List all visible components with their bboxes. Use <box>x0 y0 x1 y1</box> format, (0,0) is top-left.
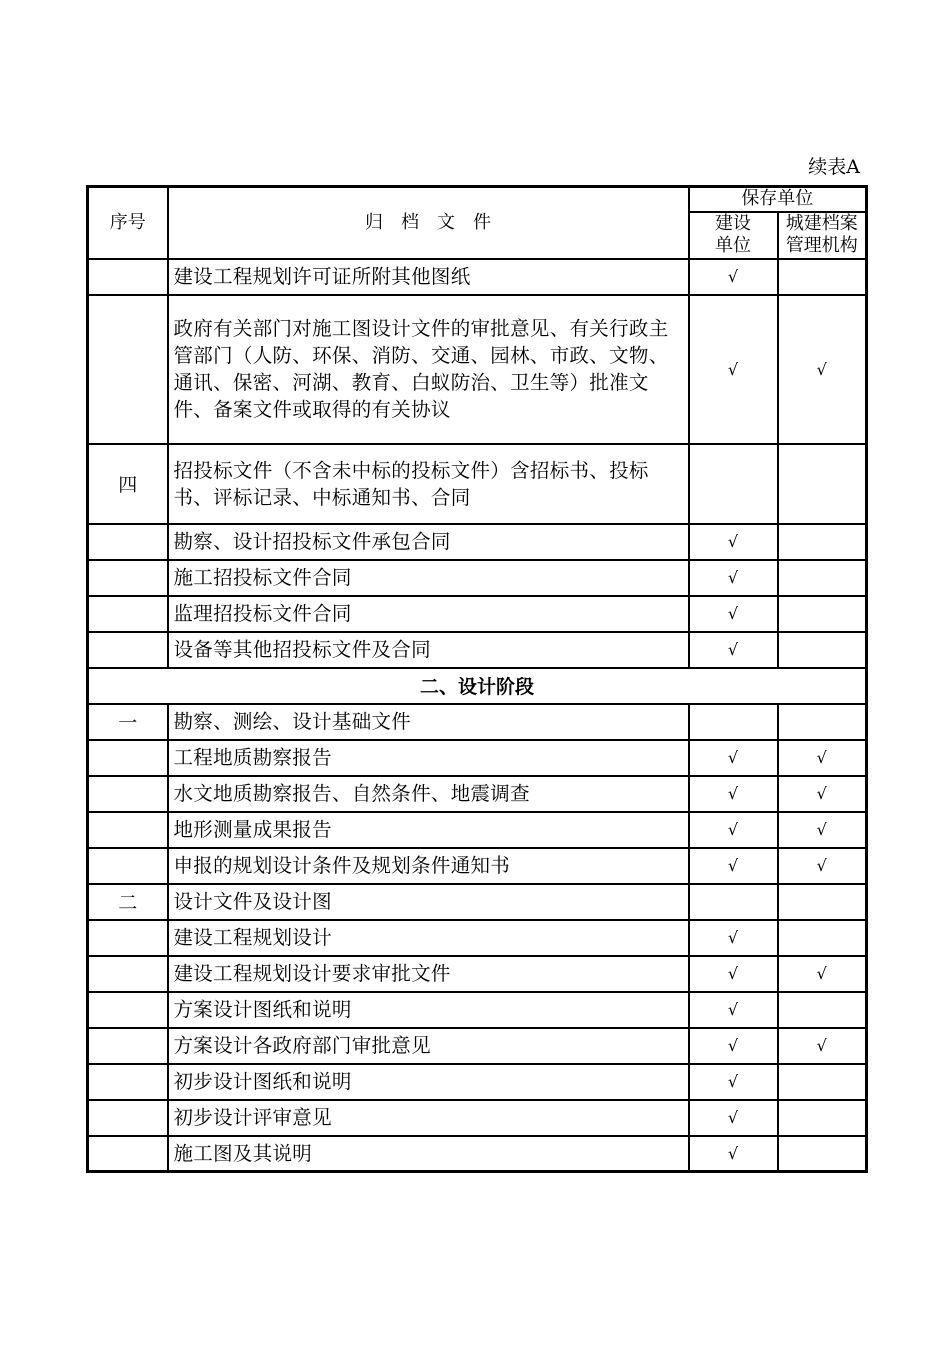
row-document: 政府有关部门对施工图设计文件的审批意见、有关行政主管部门（人防、环保、消防、交通、园林、市政、文物、通讯、保密、河湖、教育、白蚁防治、卫生等）批准文件、备案文件或取得的有关协议 <box>168 295 689 444</box>
row-archive-check <box>778 704 867 740</box>
header-urban-archive-line2: 管理机构 <box>785 235 858 256</box>
row-unit-check <box>689 704 778 740</box>
row-archive-check <box>778 259 867 295</box>
row-unit-check: √ <box>689 259 778 295</box>
table-row <box>88 524 867 560</box>
row-unit-check: √ <box>689 1064 778 1100</box>
row-unit-check: √ <box>689 848 778 884</box>
row-seq <box>88 295 168 444</box>
row-unit-check: √ <box>689 1028 778 1064</box>
row-unit-check: √ <box>689 632 778 668</box>
header-seq: 序号 <box>88 187 168 259</box>
row-seq <box>88 1028 168 1064</box>
row-archive-check: √ <box>778 956 867 992</box>
table-row <box>88 632 867 668</box>
row-archive-check <box>778 1064 867 1100</box>
row-document: 建设工程规划设计 <box>168 920 689 956</box>
row-seq <box>88 524 168 560</box>
table-row <box>88 740 867 776</box>
row-document: 初步设计图纸和说明 <box>168 1064 689 1100</box>
table-row <box>88 992 867 1028</box>
row-document: 施工招投标文件合同 <box>168 560 689 596</box>
table-row <box>88 1100 867 1136</box>
row-archive-check <box>778 632 867 668</box>
table-row <box>88 596 867 632</box>
row-seq <box>88 1136 168 1172</box>
row-document: 监理招投标文件合同 <box>168 596 689 632</box>
row-archive-check: √ <box>778 1028 867 1064</box>
table-row <box>88 884 867 920</box>
row-seq <box>88 992 168 1028</box>
row-seq <box>88 956 168 992</box>
row-unit-check: √ <box>689 776 778 812</box>
table-continuation-caption: 续表A <box>808 156 860 178</box>
row-document: 初步设计评审意见 <box>168 1100 689 1136</box>
table-row <box>88 776 867 812</box>
row-seq <box>88 259 168 295</box>
section-design-stage: 二、设计阶段 <box>88 668 867 704</box>
row-seq: 四 <box>88 444 168 524</box>
header-urban-archive <box>778 212 867 259</box>
row-unit-check: √ <box>689 740 778 776</box>
row-seq <box>88 740 168 776</box>
table-row <box>88 920 867 956</box>
row-document: 申报的规划设计条件及规划条件通知书 <box>168 848 689 884</box>
row-seq <box>88 812 168 848</box>
row-unit-check: √ <box>689 1100 778 1136</box>
row-document: 方案设计各政府部门审批意见 <box>168 1028 689 1064</box>
header-archive-documents: 归 档 文 件 <box>168 187 689 259</box>
row-document: 勘察、设计招投标文件承包合同 <box>168 524 689 560</box>
table-row <box>88 812 867 848</box>
row-unit-check: √ <box>689 956 778 992</box>
row-archive-check <box>778 992 867 1028</box>
row-archive-check: √ <box>778 740 867 776</box>
table-row <box>88 848 867 884</box>
row-unit-check: √ <box>689 596 778 632</box>
row-archive-check <box>778 1136 867 1172</box>
table-row <box>88 444 867 524</box>
row-document: 招投标文件（不含未中标的投标文件）含招标书、投标书、评标记录、中标通知书、合同 <box>168 444 689 524</box>
row-document: 勘察、测绘、设计基础文件 <box>168 704 689 740</box>
row-document: 建设工程规划设计要求审批文件 <box>168 956 689 992</box>
row-unit-check: √ <box>689 295 778 444</box>
row-archive-check <box>778 884 867 920</box>
header-keeper: 保存单位 <box>689 187 867 212</box>
section-row <box>88 668 867 704</box>
row-archive-check <box>778 596 867 632</box>
archive-document-table <box>86 185 868 1173</box>
row-seq <box>88 920 168 956</box>
row-seq <box>88 560 168 596</box>
row-unit-check: √ <box>689 812 778 848</box>
table-row <box>88 956 867 992</box>
row-seq: 一 <box>88 704 168 740</box>
row-archive-check <box>778 920 867 956</box>
row-document: 设计文件及设计图 <box>168 884 689 920</box>
row-document: 水文地质勘察报告、自然条件、地震调查 <box>168 776 689 812</box>
row-seq: 二 <box>88 884 168 920</box>
row-document: 建设工程规划许可证所附其他图纸 <box>168 259 689 295</box>
row-seq <box>88 632 168 668</box>
row-document: 施工图及其说明 <box>168 1136 689 1172</box>
row-seq <box>88 596 168 632</box>
row-unit-check: √ <box>689 992 778 1028</box>
table-row <box>88 295 867 444</box>
header-construction-unit-line2: 单位 <box>715 235 751 256</box>
row-archive-check <box>778 444 867 524</box>
table-row <box>88 1136 867 1172</box>
row-seq <box>88 848 168 884</box>
row-document: 方案设计图纸和说明 <box>168 992 689 1028</box>
row-unit-check: √ <box>689 1136 778 1172</box>
row-archive-check <box>778 524 867 560</box>
row-unit-check: √ <box>689 920 778 956</box>
table-row <box>88 560 867 596</box>
header-urban-archive-line1: 城建档案 <box>785 213 858 234</box>
row-archive-check: √ <box>778 776 867 812</box>
table-row <box>88 1028 867 1064</box>
row-seq <box>88 1064 168 1100</box>
row-archive-check: √ <box>778 812 867 848</box>
row-unit-check <box>689 444 778 524</box>
row-archive-check <box>778 1100 867 1136</box>
row-unit-check: √ <box>689 524 778 560</box>
row-document: 设备等其他招投标文件及合同 <box>168 632 689 668</box>
row-seq <box>88 1100 168 1136</box>
row-unit-check: √ <box>689 560 778 596</box>
table-row <box>88 1064 867 1100</box>
row-unit-check <box>689 884 778 920</box>
row-document: 工程地质勘察报告 <box>168 740 689 776</box>
table-row <box>88 259 867 295</box>
header-construction-unit <box>689 212 778 259</box>
header-construction-unit-line1: 建设 <box>715 213 751 234</box>
row-archive-check: √ <box>778 848 867 884</box>
row-archive-check: √ <box>778 295 867 444</box>
table-row <box>88 704 867 740</box>
row-seq <box>88 776 168 812</box>
row-archive-check <box>778 560 867 596</box>
row-document: 地形测量成果报告 <box>168 812 689 848</box>
